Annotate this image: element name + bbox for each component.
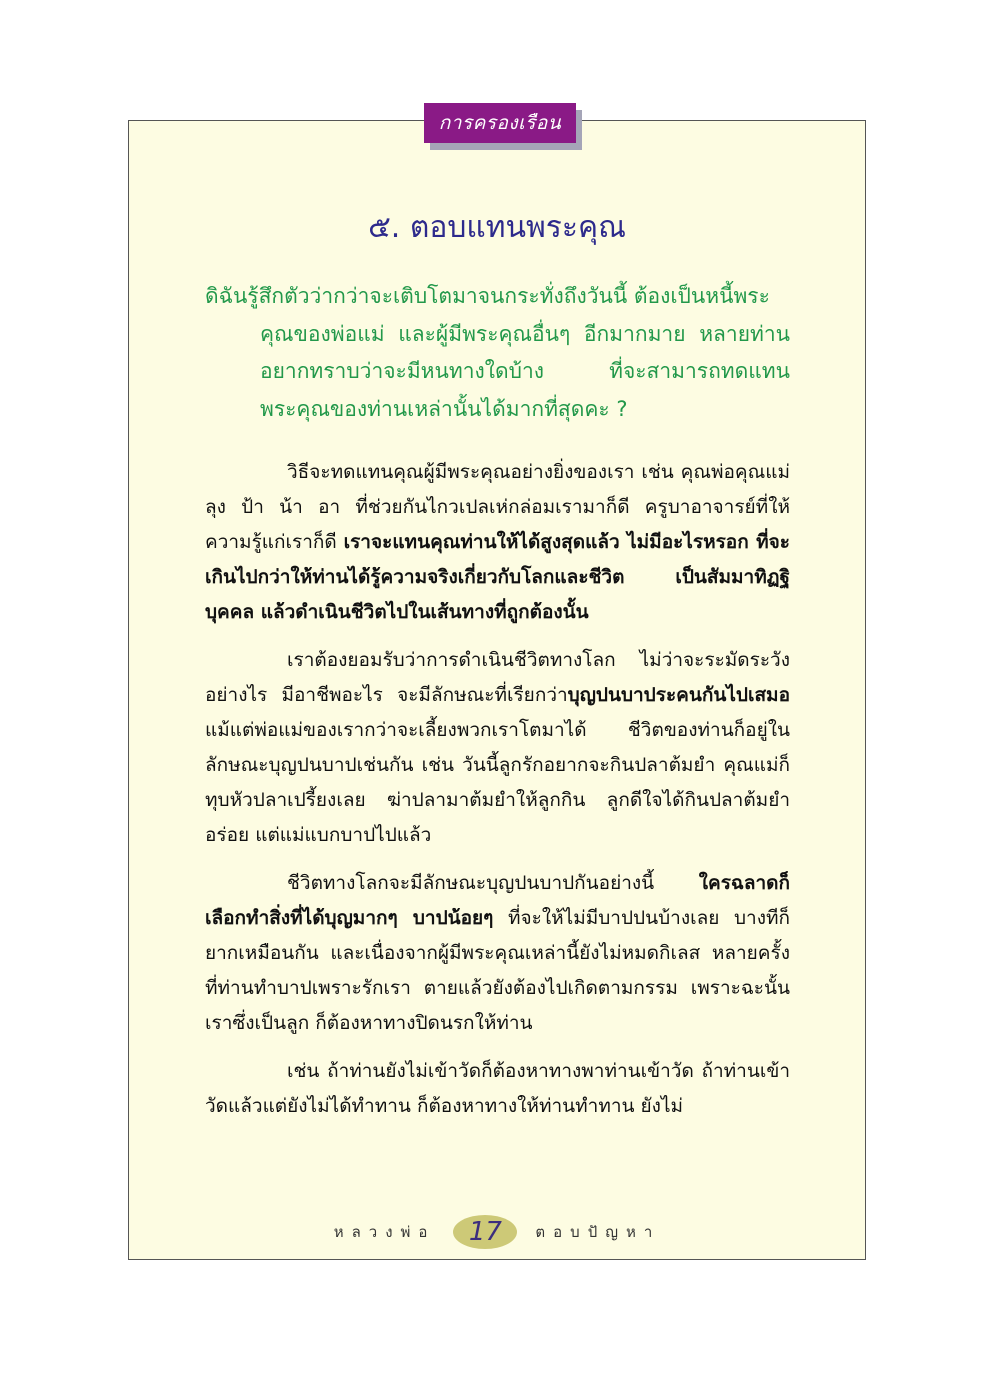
answer-paragraph-1	[205, 455, 790, 630]
paragraph-text: ชีวิตทางโลกจะมีลักษณะบุญปนบาปกันอย่างนี้	[287, 872, 699, 894]
answer-paragraph-2	[205, 643, 790, 853]
chapter-title: ๕. ตอบแทนพระคุณ	[368, 210, 626, 245]
question-block	[205, 278, 790, 428]
section-tab	[424, 103, 576, 143]
footer-left-text: หลวงพ่อ	[333, 1223, 436, 1241]
paragraph-text: เราต้องยอมรับว่าการดำเนินชีวิตทางโลก ไม่ว่าจะระมัดระวังอย่างไร มีอาชีพอะไร จะมีลักษณะที่เรียกว่า	[205, 649, 790, 706]
paragraph-text: เช่น ถ้าท่านยังไม่เข้าวัดก็ต้องหาทางพาท่านเข้าวัด ถ้าท่านเข้าวัดแล้วแต่ยังไม่ได้ทำทาน ก็ต้องหาทางให้ท่านทำทาน ยังไม่	[205, 1060, 790, 1117]
paragraph-text: ที่จะให้ไม่มีบาปปนบ้างเลย บางทีก็ยากเหมือนกัน และเนื่องจากผู้มีพระคุณเหล่านี้ยังไม่หมดกิเลส หลายครั้งที่ท่านทำบาปเพราะรักเรา ตายแล้วยังต้องไปเกิดตามกรรม เพราะฉะนั้นเราซึ่งเป็นลูก ก็ต้องหาทางปิดนรกให้ท่าน	[205, 907, 790, 1034]
page-footer	[128, 1212, 866, 1252]
answer-paragraph-3	[205, 866, 790, 1041]
answer-paragraph-4	[205, 1054, 790, 1124]
paragraph-text: แม้แต่พ่อแม่ของเรากว่าจะเลี้ยงพวกเราโตมาได้ ชีวิตของท่านก็อยู่ในลักษณะบุญปนบาปเช่นกัน เช่น วันนี้ลูกรักอยากจะกินปลาต้มยำ คุณแม่ก็ทุบหัวปลาเปรี้ยงเลย ฆ่าปลามาต้มยำให้ลูกกิน ลูกดีใจได้กินปลาต้มยำอร่อย แต่แม่แบกบาปไปแล้ว	[205, 719, 790, 846]
paragraph-bold-text: เราจะแทนคุณท่านให้ได้สูงสุดแล้ว ไม่มีอะไรหรอก ที่จะเกินไปกว่าให้ท่านได้รู้ความจริงเกี่ยวกับโลกและชีวิต เป็นสัมมาทิฏฐิบุคคล แล้วดำเนินชีวิตไปในเส้นทางที่ถูกต้องนั้น	[205, 531, 791, 623]
answer-body	[205, 455, 790, 1137]
question-rest: คุณของพ่อแม่ และผู้มีพระคุณอื่นๆ อีกมากมาย หลายท่าน อยากทราบว่าจะมีหนทางใดบ้าง ที่จะสามารถทดแทนพระคุณของท่านเหล่านั้นได้มากที่สุดคะ ?	[260, 321, 790, 421]
footer-right-text: ตอบปัญหา	[535, 1223, 661, 1241]
paragraph-bold-text: ใครฉลาดก็เลือกทำสิ่งที่ได้บุญมากๆ บาปน้อยๆ	[205, 872, 790, 929]
paragraph-text: วิธีจะทดแทนคุณผู้มีพระคุณอย่างยิ่งของเรา เช่น คุณพ่อคุณแม่ ลุง ป้า น้า อา ที่ช่วยกันไกวเปลเห่กล่อมเรามาก็ดี ครูบาอาจารย์ที่ให้ความรู้แก่เราก็ดี	[205, 461, 790, 553]
section-tab-label: การครองเรือน	[438, 112, 562, 134]
paragraph-bold-text: บุญปนบาประคนกันไปเสมอ	[567, 684, 790, 706]
page-number: 17	[453, 1215, 517, 1249]
question-first-line: ดิฉันรู้สึกตัวว่ากว่าจะเติบโตมาจนกระทั่งถึงวันนี้ ต้องเป็นหนี้พระ	[205, 284, 770, 308]
